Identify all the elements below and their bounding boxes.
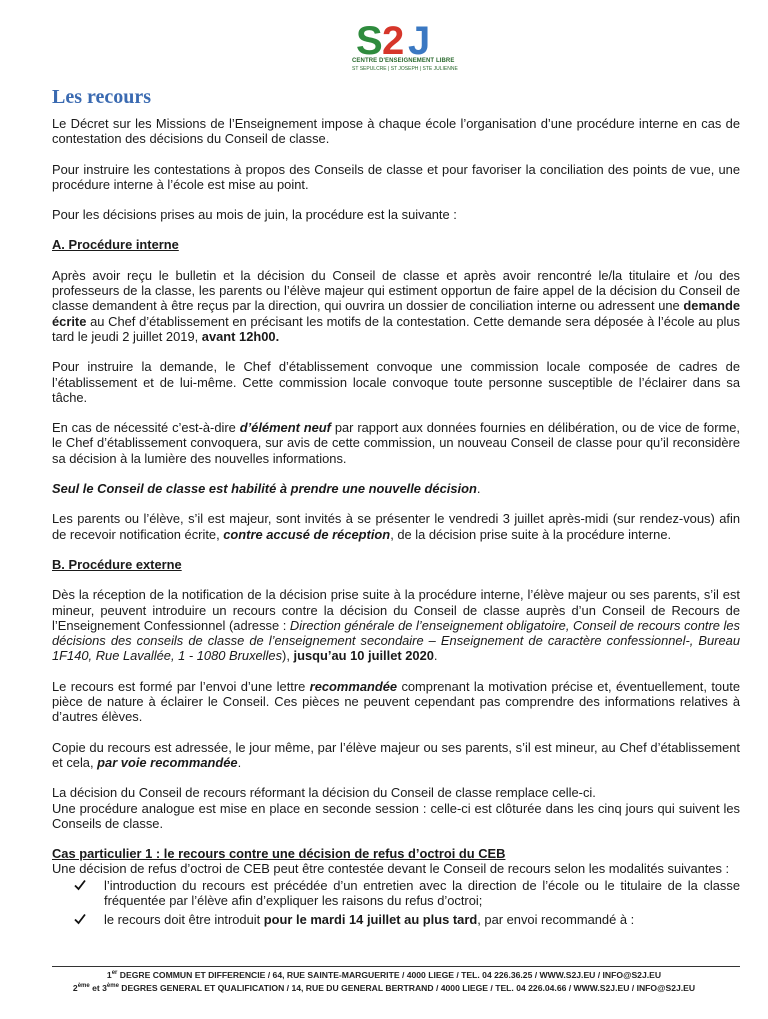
checkmark-icon	[74, 879, 86, 891]
external-procedure-paragraph-3: Copie du recours est adressée, le jour même, par l’élève majeur ou ses parents, s’il est mineur, au Chef d’établissement et cela, par voie recommandée.	[52, 739, 740, 770]
internal-procedure-paragraph-2: Pour instruire la demande, le Chef d’établissement convoque une commission locale composée de cadres de l’établissement et de lui-même. Cette commission locale convoque toute personne susceptible de l’éclairer dans sa tâche.	[52, 359, 740, 405]
internal-procedure-paragraph-3: En cas de nécessité c’est-à-dire d’élément neuf par rapport aux données fournies en délibération, ou de vice de forme, le Chef d’établissement convoquera, sur avis de cette commission, un nouveau Conseil de classe pour qu’il reconsidère sa décision à la lumière des nouvelles informations.	[52, 420, 740, 466]
intro-paragraph-3: Pour les décisions prises au mois de juin, la procédure est la suivante :	[52, 207, 457, 223]
list-item: le recours doit être introduit pour le mardi 14 juillet au plus tard, par envoi recommandé à :	[70, 912, 740, 927]
logo-sites: ST SEPULCRE | ST JOSEPH | STE JULIENNE	[352, 66, 458, 72]
external-procedure-paragraph-4: La décision du Conseil de recours réformant la décision du Conseil de classe remplace celle-ci. Une procédure analogue est mise en place en seconde session : celle-ci est clôturée dans les cinq jours qui suivent les Conseils de classe.	[52, 785, 740, 831]
svg-text:J: J	[408, 19, 431, 58]
special-case-1-intro: Une décision de refus d’octroi de CEB peut être contestée devant le Conseil de recours selon les modalités suivantes :	[52, 861, 730, 877]
school-logo	[352, 18, 458, 78]
document-content	[52, 86, 740, 932]
logo-subtitle: CENTRE D'ENSEIGNEMENT LIBRE	[352, 58, 455, 64]
internal-procedure-paragraph-1: Après avoir reçu le bulletin et la décision du Conseil de classe et après avoir rencontré le/la titulaire et /ou des professeurs de la classe, les parents ou l’élève majeur qui estiment opportun de faire appel de la décision du Conseil de classe demandent à être reçus par la direction, qui ouvrira un dossier de conciliation interne ou adressent une demande écrite au Chef d’établissement en précisant les motifs de la contestation. Cette demande sera déposée à l’école au plus tard le jeudi 2 juillet 2019, avant 12h00.	[52, 267, 740, 344]
intro-paragraph-1: Le Décret sur les Missions de l’Enseignement impose à chaque école l’organisation d’une procédure interne en cas de contestation des décisions du Conseil de classe.	[52, 116, 740, 147]
intro-paragraph-2: Pour instruire les contestations à propos des Conseils de classe et pour favoriser la conciliation des points de vue, une procédure interne à l’école est mise au point.	[52, 161, 740, 192]
svg-text:S: S	[356, 19, 383, 58]
section-heading-internal: A. Procédure interne	[52, 237, 179, 253]
section-heading-external: B. Procédure externe	[52, 556, 182, 572]
svg-text:2: 2	[382, 19, 405, 58]
footer-divider	[52, 966, 740, 967]
page-title: Les recours	[52, 86, 152, 108]
special-case-1-list	[70, 878, 740, 928]
external-procedure-paragraph-1: Dès la réception de la notification de la décision prise suite à la procédure interne, l’élève majeur ou ses parents, s’il est mineur, peuvent introduire un recours contre la décision du Conseil de classe auprès d’un Conseil de Recours de l’Enseignement Confessionnel (adresse : Direction générale de l’enseignement obligatoire, Conseil de recours contre les décisions des conseils de classe de l’enseignement secondaire – Enseignement de caractère confessionnel-, Bureau 1F140, Rue Lavallée, 1 - 1080 Bruxelles), jusqu’au 10 juillet 2020.	[52, 587, 740, 664]
checkmark-icon	[74, 913, 86, 925]
internal-procedure-paragraph-4: Seul le Conseil de classe est habilité à prendre une nouvelle décision.	[52, 481, 481, 497]
special-case-1-heading: Cas particulier 1 : le recours contre une décision de refus d’octroi du CEB	[52, 846, 506, 862]
list-item: l’introduction du recours est précédée d’un entretien avec la direction de l’école ou le titulaire de la classe fréquentée par l’élève afin d’expliquer les raisons du refus d’octroi;	[70, 878, 740, 909]
internal-procedure-paragraph-5: Les parents ou l’élève, s’il est majeur, sont invités à se présenter le vendredi 3 juillet après-midi (sur rendez-vous) afin de recevoir notification écrite, contre accusé de réception, de la décision prise suite à la procédure interne.	[52, 511, 740, 542]
s2j-logo-mark	[352, 18, 438, 58]
footer-line-2: 2ème et 3ème DEGRES GENERAL ET QUALIFICATION / 14, RUE DU GENERAL BERTRAND / 4000 LIEGE / TEL. 04 226.04.66 / WWW.S2J.EU / INFO@S2J.EU	[72, 983, 696, 993]
external-procedure-paragraph-2: Le recours est formé par l’envoi d’une lettre recommandée comprenant la motivation précise et, éventuellement, toute pièce de nature à éclairer le Conseil. Ces pièces ne peuvent cependant pas comprendre des informations relatives à d’autres élèves.	[52, 678, 740, 725]
page-footer	[20, 969, 748, 995]
footer-line-1: 1er DEGRE COMMUN ET DIFFERENCIE / 64, RUE SAINTE-MARGUERITE / 4000 LIEGE / TEL. 04 226.36.25 / WWW.S2J.EU / INFO@S2J.EU	[106, 970, 662, 980]
